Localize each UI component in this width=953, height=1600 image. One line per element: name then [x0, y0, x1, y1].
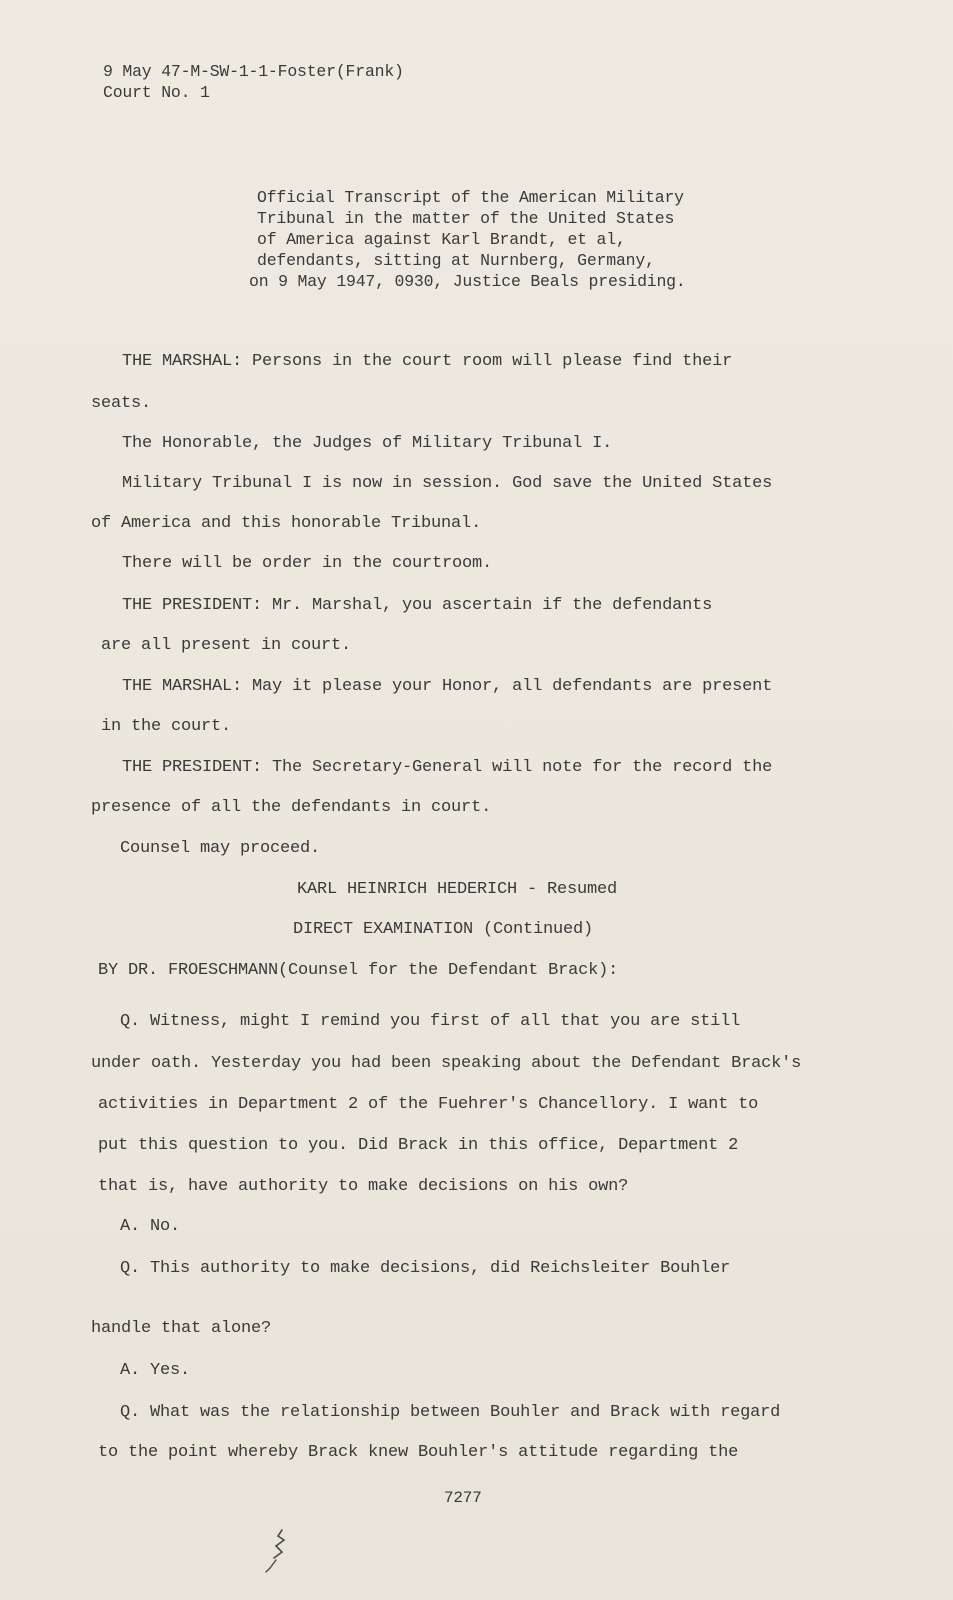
witness-heading: KARL HEINRICH HEDERICH - Resumed	[297, 880, 618, 899]
caption-line: Official Transcript of the American Military	[257, 188, 684, 207]
body-line: of America and this honorable Tribunal.	[91, 514, 482, 533]
body-line: Counsel may proceed.	[120, 839, 321, 858]
caption-line: of America against Karl Brandt, et al,	[257, 230, 626, 249]
body-line: under oath. Yesterday you had been speaking about the Defendant Brack's	[91, 1054, 802, 1073]
body-line: put this question to you. Did Brack in this office, Department 2	[98, 1136, 739, 1155]
body-line: Q. This authority to make decisions, did Reichsleiter Bouhler	[120, 1259, 731, 1278]
caption-line: defendants, sitting at Nurnberg, Germany,	[257, 251, 655, 270]
body-line: seats.	[91, 394, 152, 413]
body-line: are all present in court.	[101, 636, 352, 655]
body-line: Q. Witness, might I remind you first of all that you are still	[120, 1012, 741, 1031]
body-line: There will be order in the courtroom.	[122, 554, 493, 573]
caption-line: Tribunal in the matter of the United States	[257, 209, 675, 228]
body-line: Military Tribunal I is now in session. God save the United States	[122, 474, 773, 493]
body-line: in the court.	[101, 717, 232, 736]
body-line: Q. What was the relationship between Bouhler and Brack with regard	[120, 1403, 781, 1422]
body-line: activities in Department 2 of the Fuehrer's Chancellory. I want to	[98, 1095, 759, 1114]
body-line: handle that alone?	[91, 1319, 272, 1338]
caption-line: on 9 May 1947, 0930, Justice Beals presiding.	[249, 272, 686, 291]
pencil-mark	[262, 1528, 296, 1578]
body-line: THE PRESIDENT: The Secretary-General will note for the record the	[122, 758, 773, 777]
body-line: THE MARSHAL: Persons in the court room will please find their	[122, 352, 733, 371]
body-line: The Honorable, the Judges of Military Tribunal I.	[122, 434, 613, 453]
body-line: A. Yes.	[120, 1361, 191, 1380]
body-line: THE PRESIDENT: Mr. Marshal, you ascertain if the defendants	[122, 596, 713, 615]
header-reference: 9 May 47-M-SW-1-1-Foster(Frank)	[103, 62, 404, 81]
body-line: BY DR. FROESCHMANN(Counsel for the Defendant Brack):	[98, 961, 619, 980]
examination-heading: DIRECT EXAMINATION (Continued)	[293, 920, 594, 939]
page-number: 7277	[444, 1489, 482, 1507]
body-line: presence of all the defendants in court.	[91, 798, 492, 817]
body-line: to the point whereby Brack knew Bouhler's attitude regarding the	[98, 1443, 739, 1462]
body-line: THE MARSHAL: May it please your Honor, all defendants are present	[122, 677, 773, 696]
body-line: A. No.	[120, 1217, 181, 1236]
header-court: Court No. 1	[103, 83, 210, 102]
body-line: that is, have authority to make decisions on his own?	[98, 1177, 629, 1196]
